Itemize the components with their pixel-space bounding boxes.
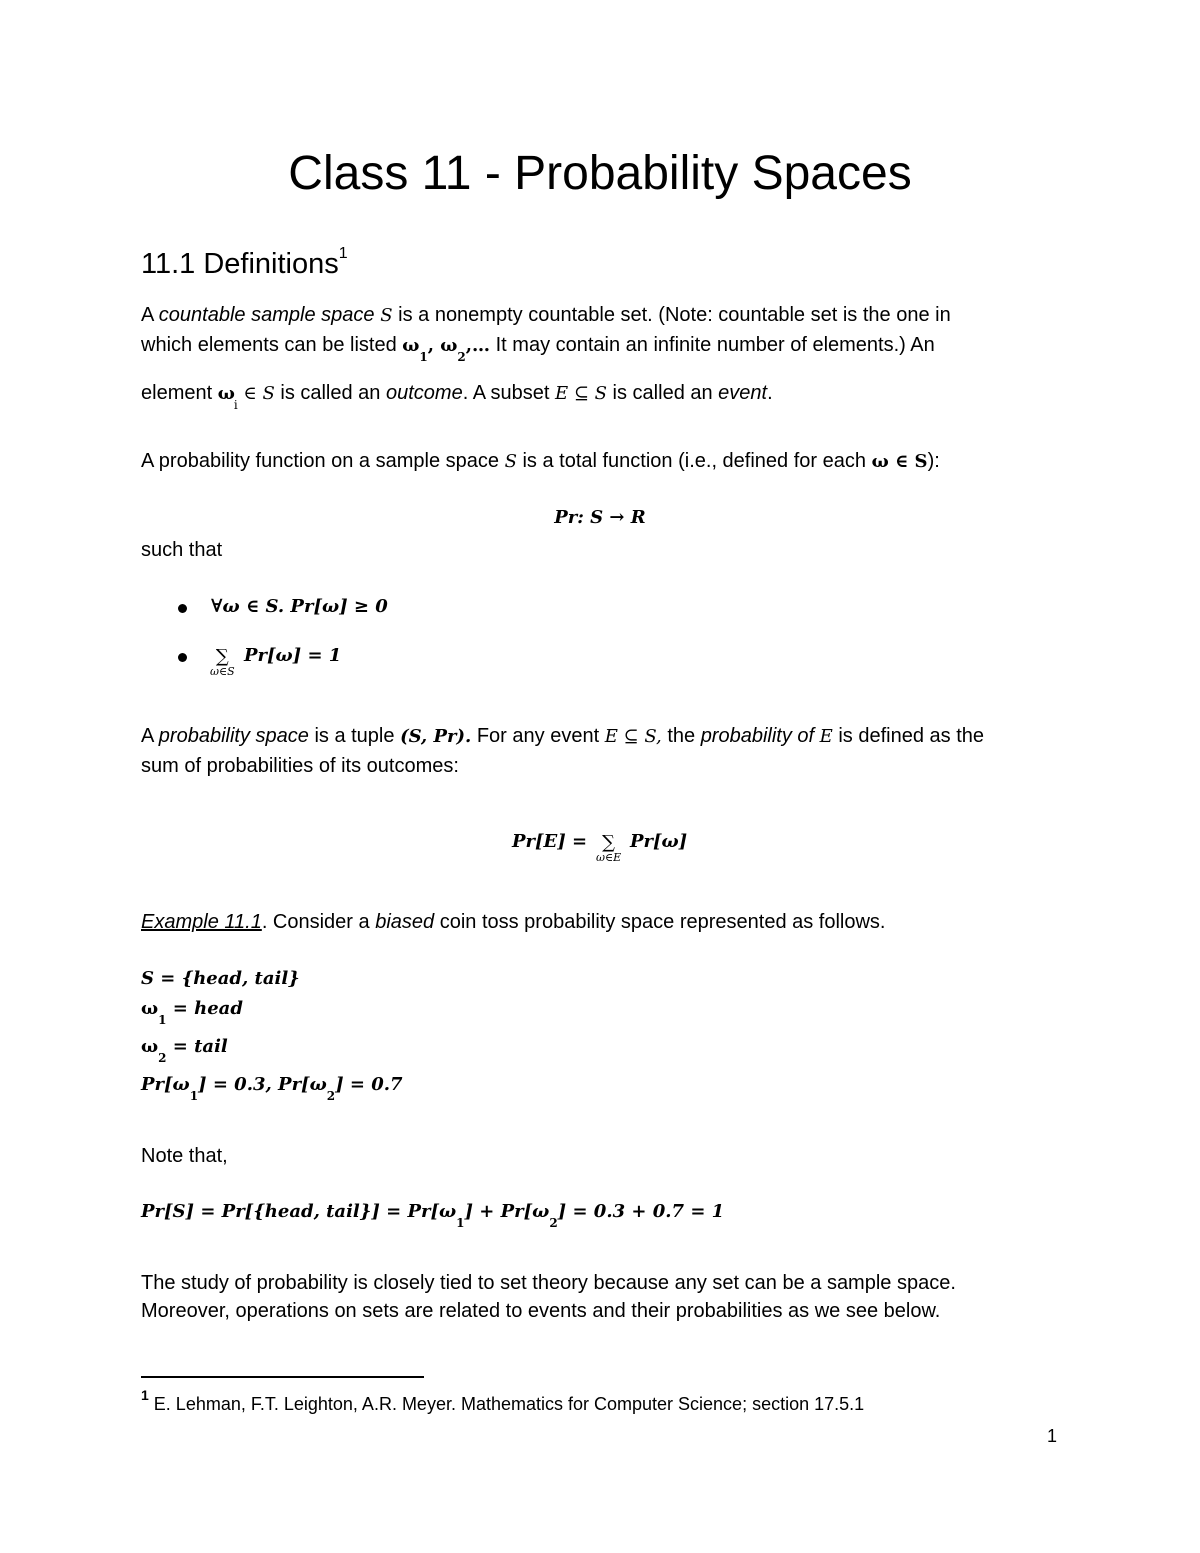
bullet-sum-equals-one: Pr[ω] = 1 [244,645,342,666]
example-probabilities: $Pr[\omega_1] = 0.3$, $Pr[\omega_2] = 0.7$ [141,1074,403,1103]
example-omega-1: $\omega_1$ = head [141,998,243,1027]
sum-operator-S: ∑ ω∈S [210,646,235,678]
note-equation: Pr[S] = Pr[{head, tail}] = $Pr[\omega_1] + Pr[\omega_2] = 0.3 + 0.7 = 1$ [141,1201,725,1230]
example-sample-space: S = {head, tail} [141,968,300,989]
probability-space-line-2: sum of probabilities of its outcomes: [141,755,459,777]
footnote: $^1$ E. Lehman, F.T. Leighton, A.R. Meyer. Mathematics for Computer Science; section 17.5.1 [141,1387,865,1414]
example-omega-2: $\omega_2$ = tail [141,1036,228,1065]
note-that-text: Note that, [141,1145,228,1167]
page-title: Class 11 - Probability Spaces [288,147,912,200]
page-number: 1 [1046,1426,1057,1446]
definition-line-3: element $\omega_i$ ∈ S is called an outcome. A subset E ⊆ S is called an event. [141,382,773,412]
pr-event-rhs: Pr[ω] [630,831,688,852]
closing-line-2: Moreover, operations on sets are related to events and their probabilities as we see below. [141,1300,941,1322]
such-that-text: such that [141,539,223,561]
pr-map-equation: Pr: S → R [554,507,646,528]
bullet-dot [178,604,187,613]
section-heading: 11.1 Definitions$^1$ [141,245,348,280]
probability-function-text: A probability function on a sample space S is a total function (i.e., defined for each ω ∈ S): [141,450,940,472]
closing-line-1: The study of probability is closely tied to set theory because any set can be a sample space. [141,1272,956,1294]
bullet-dot [178,653,187,662]
footnote-ref: 1 [338,245,348,263]
example-label: Example 11.1 [141,911,262,933]
footnote-divider [141,1376,424,1378]
bullet-nonnegative: ∀ω ∈ S. Pr[ω] ≥ 0 [211,596,388,617]
sum-operator-E: ∑ ω∈E [596,832,622,864]
example-intro: Example 11.1. Consider a biased coin toss probability space represented as follows. [141,911,886,933]
probability-space-line-1: A probability space is a tuple (S, Pr). For any event E ⊆ S, the probability of E is defined as the [141,725,985,747]
definition-line-2: which elements can be listed $\omega_1$, $\omega_2,\dots$ It may contain an infinite number of elements.) An [141,334,935,364]
definition-line-1: A countable sample space S is a nonempty countable set. (Note: countable set is the one in [141,304,951,326]
pr-event-lhs: Pr[E] = [512,831,588,852]
